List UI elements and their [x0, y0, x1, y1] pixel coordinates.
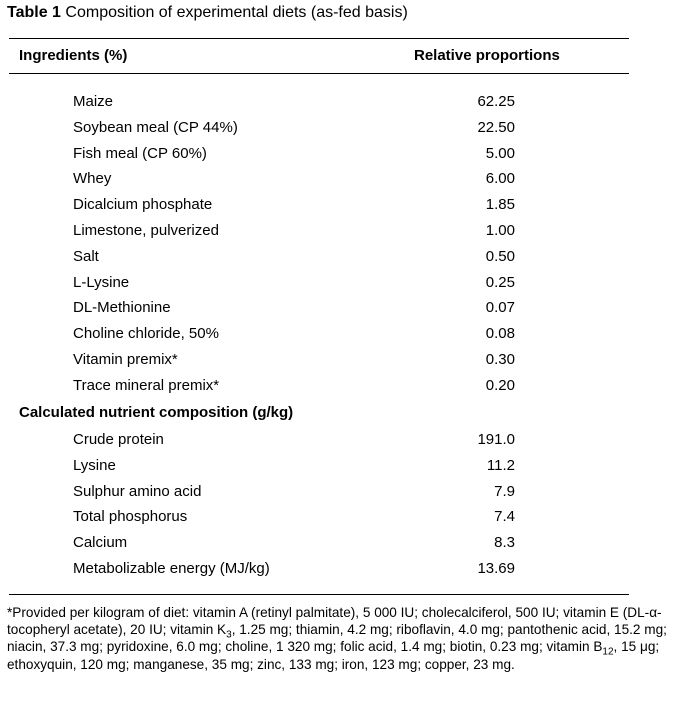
ingredient-row	[0, 170, 679, 196]
nutrient-row	[0, 431, 679, 457]
ingredient-row-label: Dicalcium phosphate	[73, 196, 213, 214]
nutrient-row	[0, 560, 679, 586]
nutrient-row	[0, 483, 679, 509]
ingredient-row-value: 6.00	[485, 170, 515, 188]
ingredient-row	[0, 145, 679, 171]
ingredient-row	[0, 351, 679, 377]
bottom-rule	[9, 594, 629, 595]
nutrient-row-value: 11.2	[486, 456, 515, 474]
footnote	[7, 604, 679, 673]
ingredient-row	[0, 196, 679, 222]
ingredient-row-value: 0.20	[485, 376, 515, 394]
ingredient-row-value: 0.30	[485, 351, 515, 368]
nutrient-row-value: 191.0	[477, 431, 515, 448]
nutrient-row	[0, 457, 679, 483]
nutrient-row-label: Calcium	[73, 534, 128, 552]
ingredient-row-label: L-Lysine	[73, 273, 130, 291]
ingredient-row	[0, 248, 679, 274]
table-caption	[7, 4, 408, 22]
footnote-part-1: *Provided per kilogram of diet: vitamin A (retinyl palmitate), 5 000 IU; cholecalciferol, 500 IU; vitamin E (DL-α-tocopheryl acetate), 20 IU; vitamin K	[7, 605, 662, 638]
nutrient-row-label: Total phosphorus	[73, 508, 188, 526]
nutrient-section-title: Calculated nutrient composition (g/kg)	[19, 404, 294, 421]
ingredient-row-label: Soybean meal (CP 44%)	[73, 118, 238, 136]
table-number: Table 1	[7, 4, 61, 21]
top-rule	[9, 38, 629, 39]
ingredient-row	[0, 93, 679, 119]
table-title: Composition of experimental diets (as-fed basis)	[65, 4, 408, 21]
nutrient-row-label: Metabolizable energy (MJ/kg)	[73, 560, 270, 577]
ingredient-row-label: Maize	[73, 93, 114, 110]
nutrient-row-value: 8.3	[494, 534, 515, 552]
footnote-part-3: , 15 μg; ethoxyquin, 120 mg; manganese, 35 mg; zinc, 133 mg; iron, 123 mg; copper, 23 mg.	[7, 639, 660, 672]
header-rule	[9, 73, 629, 74]
ingredient-row-label: Fish meal (CP 60%)	[73, 144, 207, 162]
ingredient-row-value: 0.50	[485, 247, 515, 265]
ingredient-row-label: DL-Methionine	[73, 299, 171, 317]
nutrient-row-value: 7.9	[494, 482, 515, 500]
ingredient-row-value: 62.25	[477, 93, 515, 110]
header-proportions: Relative proportions	[414, 47, 560, 64]
ingredient-row	[0, 325, 679, 351]
ingredient-row-label: Whey	[73, 170, 112, 188]
footnote-b-subscript: 12	[602, 647, 614, 659]
nutrient-row	[0, 508, 679, 534]
ingredient-row-label: Salt	[73, 247, 99, 265]
footnote-k-subscript: 3	[226, 629, 232, 641]
nutrient-row	[0, 534, 679, 560]
ingredient-row	[0, 274, 679, 300]
ingredient-row-value: 0.08	[485, 325, 515, 343]
ingredient-row-value: 5.00	[485, 144, 515, 162]
ingredient-row-value: 0.25	[485, 273, 515, 291]
ingredient-row-value: 1.00	[485, 222, 515, 239]
ingredient-row-value: 22.50	[477, 118, 515, 136]
ingredient-row	[0, 377, 679, 403]
ingredient-row	[0, 299, 679, 325]
ingredient-row	[0, 222, 679, 248]
nutrient-row-label: Crude protein	[73, 431, 164, 448]
ingredient-row-value: 1.85	[485, 196, 515, 214]
header-ingredients: Ingredients (%)	[19, 47, 128, 64]
nutrient-row-label: Sulphur amino acid	[73, 482, 202, 500]
ingredient-row-label: Vitamin premix*	[73, 351, 178, 368]
ingredient-row-label: Choline chloride, 50%	[73, 325, 219, 343]
nutrient-row-value: 13.69	[477, 560, 515, 577]
ingredient-row-label: Trace mineral premix*	[73, 376, 220, 394]
footnote-part-2: , 1.25 mg; thiamin, 4.2 mg; riboflavin, 4.0 mg; pantothenic acid, 15.2 mg; niacin, 37.3 mg; pyridoxine, 6.0 mg; choline, 1 320 mg; folic acid, 1.4 mg; biotin, 0.23 mg; vitamin B	[7, 622, 667, 655]
nutrient-row-value: 7.4	[494, 508, 515, 526]
ingredient-row-label: Limestone, pulverized	[73, 222, 219, 239]
ingredient-row-value: 0.07	[485, 299, 515, 317]
nutrient-row-label: Lysine	[73, 456, 116, 474]
ingredient-row	[0, 119, 679, 145]
